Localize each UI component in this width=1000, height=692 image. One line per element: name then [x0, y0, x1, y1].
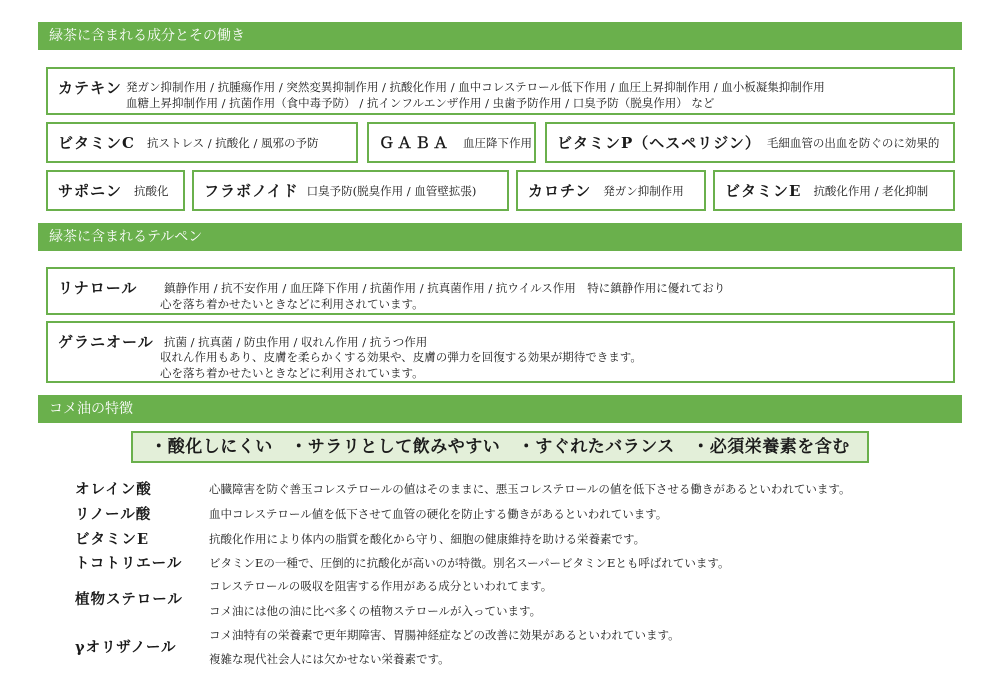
nutrient-desc-oleic-acid: 心臓障害を防ぐ善玉コレステロールの値はそのままに、悪玉コレステロールの値を低下させる働きがあるといわれています。	[209, 482, 851, 496]
nutrient-name-linoleic-acid: リノール酸	[75, 506, 152, 523]
nutrient-name-vitamin-e: ビタミンE	[75, 531, 150, 548]
vitamin-c-box	[46, 122, 358, 163]
nutrient-desc-tocotrienol: ビタミンEの一種で、圧倒的に抗酸化が高いのが特徴。別名スーパービタミンEとも呼ばれています。	[209, 556, 730, 570]
nutrient-desc-gamma-oryzanol-line1: コメ油特有の栄養素で更年期障害、胃腸神経症などの改善に効果があるといわれています。	[209, 628, 680, 642]
nutrient-name-tocotrienol: トコトリエール	[75, 555, 183, 572]
gaba-name: ＧＡＢＡ	[379, 134, 452, 152]
nutrient-desc-gamma-oryzanol-line2: 複雑な現代社会人には欠かせない栄養素です。	[209, 652, 450, 666]
catechin-desc-line2: 血糖上昇抑制作用 / 抗菌作用（食中毒予防） / 抗インフルエンザ作用 / 虫歯予防作用 / 口臭予防（脱臭作用） など	[126, 96, 715, 110]
gaba-box	[367, 122, 536, 163]
geraniol-name: ゲラニオール	[58, 333, 154, 351]
section-header-terpenes: 緑茶に含まれるテルペン	[38, 223, 962, 251]
carotene-name: カロチン	[528, 182, 592, 200]
vitamin-p-desc: 毛細血管の出血を防ぐのに効果的	[766, 135, 940, 150]
vitamin-c-name: ビタミンC	[58, 134, 135, 152]
nutrient-desc-plant-sterol-line1: コレステロールの吸収を阻害する作用がある成分といわれてます。	[209, 579, 553, 593]
vitamin-e-box	[713, 170, 955, 211]
geraniol-desc-line2: 収れん作用もあり、皮膚を柔らかくする効果や、皮膚の弾力を回復する効果が期待できます。	[160, 350, 642, 364]
nutrient-desc-plant-sterol-line2: コメ油には他の油に比べ多くの植物ステロールが入っています。	[209, 604, 542, 618]
linalool-desc-line1: 鎮静作用 / 抗不安作用 / 血圧降下作用 / 抗菌作用 / 抗真菌作用 / 抗ウイルス作用 特に鎮静作用に優れており	[164, 281, 726, 295]
vitamin-p-name: ビタミンP（ヘスペリジン）	[557, 134, 761, 152]
vitamin-c-desc: 抗ストレス / 抗酸化 / 風邪の予防	[146, 135, 319, 150]
catechin-name: カテキン	[58, 79, 122, 97]
section-header-rice-oil: コメ油の特徴	[38, 395, 962, 423]
linalool-box	[46, 267, 955, 315]
linalool-name: リナロール	[58, 279, 138, 297]
geraniol-box	[46, 321, 955, 383]
carotene-desc: 発ガン抑制作用	[603, 183, 684, 198]
saponin-name: サポニン	[58, 182, 123, 200]
nutrient-name-gamma-oryzanol: γオリザノール	[75, 639, 177, 656]
catechin-box	[46, 67, 955, 115]
saponin-box	[46, 170, 185, 211]
flavonoid-box	[192, 170, 509, 211]
vitamin-e-desc: 抗酸化作用 / 老化抑制	[813, 183, 929, 198]
linalool-desc-line2: 心を落ち着かせたいときなどに利用されています。	[160, 297, 424, 311]
catechin-desc-line1: 発ガン抑制作用 / 抗腫瘍作用 / 突然変異抑制作用 / 抗酸化作用 / 血中コレステロール低下作用 / 血圧上昇抑制作用 / 血小板凝集抑制作用	[126, 80, 825, 94]
section-header-green-tea-components: 緑茶に含まれる成分とその働き	[38, 22, 962, 50]
rice-oil-features-box: ・酸化しにくい ・サラリとして飲みやすい ・すぐれたバランス ・必須栄養素を含む	[131, 431, 869, 463]
vitamin-p-box	[545, 122, 955, 163]
flavonoid-desc: 口臭予防(脱臭作用 / 血管壁拡張)	[306, 183, 477, 198]
gaba-desc: 血圧降下作用	[463, 135, 533, 150]
flavonoid-name: フラボノイド	[204, 182, 299, 200]
nutrient-desc-linoleic-acid: 血中コレステロール値を低下させて血管の硬化を防止する働きがあるといわれています。	[209, 507, 668, 521]
nutrient-desc-vitamin-e: 抗酸化作用により体内の脂質を酸化から守り、細胞の健康維持を助ける栄養素です。	[209, 532, 646, 546]
geraniol-desc-line3: 心を落ち着かせたいときなどに利用されています。	[160, 366, 424, 380]
geraniol-desc-line1: 抗菌 / 抗真菌 / 防虫作用 / 収れん作用 / 抗うつ作用	[164, 335, 428, 349]
nutrient-name-plant-sterol: 植物ステロール	[75, 591, 183, 608]
saponin-desc: 抗酸化	[134, 183, 169, 198]
carotene-box	[516, 170, 706, 211]
nutrient-name-oleic-acid: オレイン酸	[75, 481, 152, 498]
vitamin-e-name: ビタミンE	[725, 182, 802, 200]
